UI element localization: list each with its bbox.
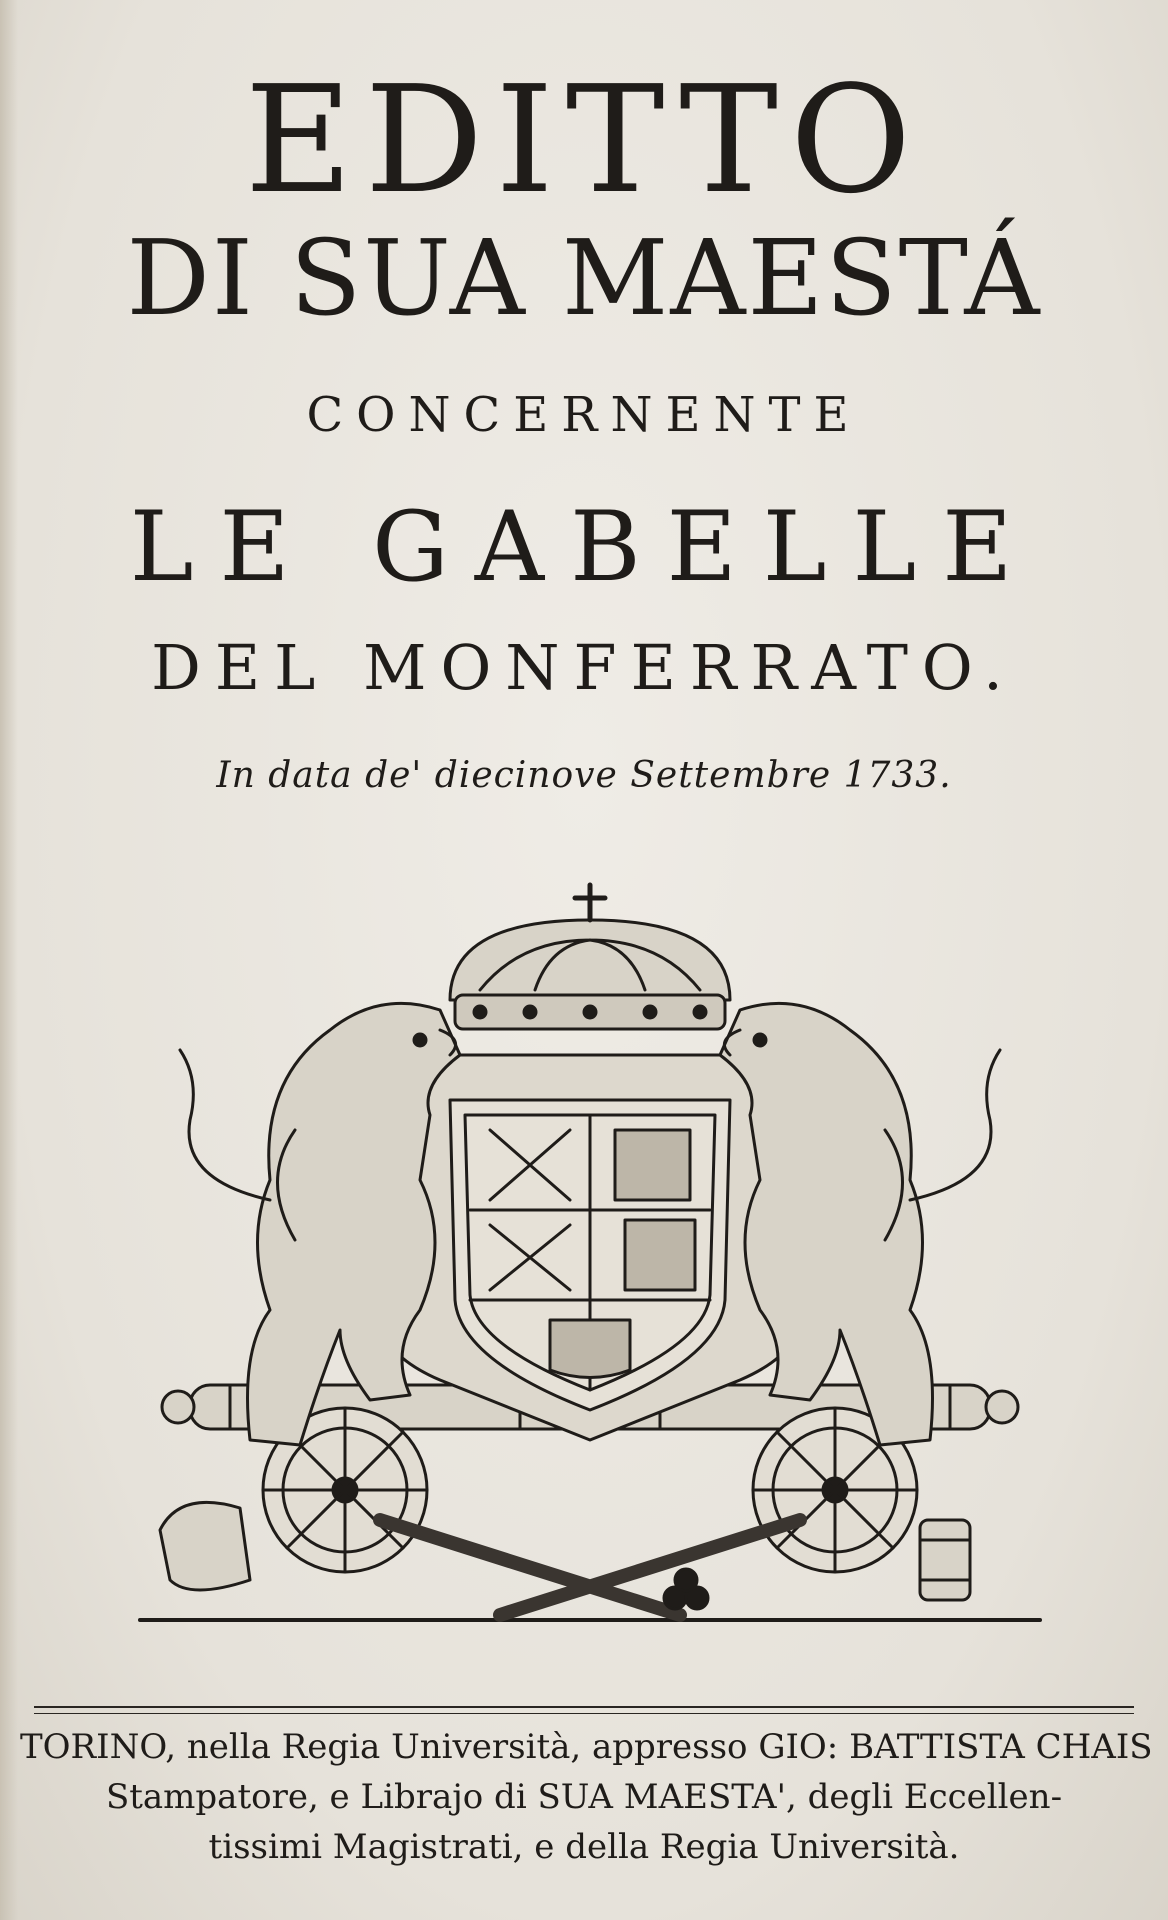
crown-icon xyxy=(450,885,730,1029)
title-editto: EDITTO xyxy=(244,54,924,226)
imprint-line-2: Stampatore, e Librajo di SUA MAESTA', degli Eccellen- xyxy=(105,1777,1063,1817)
imprint-line-3: tissimi Magistrati, e della Regia Università. xyxy=(208,1827,960,1867)
coat-of-arms-emblem xyxy=(120,880,1060,1640)
lion-right-icon xyxy=(720,1003,1000,1445)
imprint-rule-top xyxy=(34,1706,1134,1708)
date-line: In data de' diecinove Settembre 1733. xyxy=(216,755,952,796)
lion-left-icon xyxy=(180,1003,460,1445)
barrel-icon xyxy=(160,1502,250,1590)
title-di-sua-maesta: DI SUA MAESTÁ xyxy=(126,217,1042,339)
drum-icon xyxy=(920,1520,970,1600)
title-le-gabelle: LE GABELLE xyxy=(129,491,1039,603)
title-concernente: CONCERNENTE xyxy=(306,387,862,443)
imprint-line-1: TORINO, nella Regia Università, appresso GIO: BATTISTA CHAIS xyxy=(20,1727,1153,1767)
imprint-rule-bottom xyxy=(34,1713,1134,1714)
title-del-monferrato: DEL MONFERRATO. xyxy=(151,631,1017,704)
